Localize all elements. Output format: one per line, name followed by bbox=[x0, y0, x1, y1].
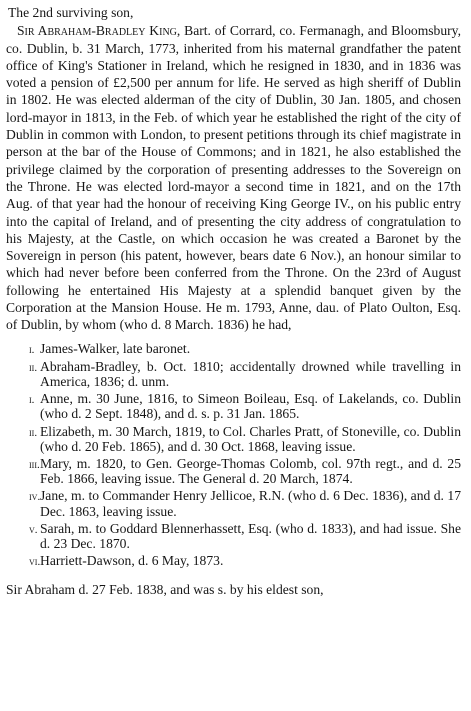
child-number: iv. bbox=[29, 491, 41, 504]
child-entry bbox=[6, 425, 461, 454]
child-entry bbox=[6, 522, 461, 551]
child-number: ii. bbox=[29, 361, 38, 374]
child-number: ii. bbox=[29, 426, 38, 439]
child-number: i. bbox=[29, 343, 35, 356]
child-text: Sarah, m. to Goddard Blennerhassett, Esq. (who d. 1833), and had issue. She d. 23 Dec. 1870. bbox=[40, 520, 461, 552]
child-entry bbox=[6, 489, 461, 518]
biography-paragraph bbox=[6, 22, 461, 333]
child-entry bbox=[6, 554, 461, 569]
child-text: Mary, m. 1820, to Gen. George-Thomas Colomb, col. 97th regt., and d. 25 Feb. 1866, leaving issue. The General d. 20 March, 1874. bbox=[40, 456, 461, 487]
child-text: Elizabeth, m. 30 March, 1819, to Col. Charles Pratt, of Stoneville, co. Dublin (who d. 20 Feb. 1865), and d. 30 Oct. 1868, leaving issue. bbox=[40, 423, 461, 454]
child-number: i. bbox=[29, 394, 35, 407]
child-number: vi. bbox=[29, 556, 41, 569]
closing-line: Sir Abraham d. 27 Feb. 1838, and was s. by his eldest son, bbox=[6, 582, 324, 598]
child-number: v. bbox=[29, 523, 38, 536]
child-text: Harriett-Dawson, d. 6 May, 1873. bbox=[40, 553, 224, 569]
subject-name: Sir Abraham-Bradley King bbox=[17, 23, 177, 39]
child-text: James-Walker, late baronet. bbox=[40, 340, 191, 356]
child-entry bbox=[6, 342, 461, 357]
child-text: Abraham-Bradley, b. Oct. 1810; accidentally drowned while travelling in America, 1836; d. unm. bbox=[40, 358, 461, 390]
child-number: iii. bbox=[29, 459, 40, 472]
section-heading: The 2nd surviving son, bbox=[8, 5, 134, 20]
children-list bbox=[6, 342, 461, 570]
child-entry bbox=[6, 457, 461, 486]
biography-text: , Bart. of Corrard, co. Fermanagh, and Bloomsbury, co. Dublin, b. 31 March, 1773, inherited from his maternal grandfather the patent office of King's Stationer in Ireland, which he resigned in 1830, and in 1836 was voted a pension of £2,500 per annum for life. He served as high sheriff of Dublin in 1802. He was elected alderman of the city of Dublin, 30 Jan. 1805, and chosen lord-mayor in 1813, in the Feb. of which year he established the right of the city of Dublin in common with London, to present petitions through its chief magistrate in person at the bar of the House of Commons; and in 1821, he also established the privilege claimed by the corporation of presenting addresses to the Sovereign on the Throne. He was elected lord-mayor a second time in 1821, and on the 17th Aug. of that year had the honour of receiving King George IV., on his public entry into the capital of Ireland, and of presenting the city address of congratulation to his Majesty, at the Castle, on which occasion he was created a Baronet by the Sovereign in person (his patent, however, bears date 6 Nov.), an honour similar to which had never before been conferred from the Throne. On the 23rd of August following he entertained His Majesty at a splendid banquet given by the Corporation at the Mansion House. He m. 1793, Anne, dau. of Plato Oulton, Esq. of Dublin, by whom (who d. 8 March. 1836) he had, bbox=[6, 23, 461, 333]
child-entry bbox=[6, 360, 461, 389]
child-text: Anne, m. 30 June, 1816, to Simeon Boileau, Esq. of Lakelands, co. Dublin (who d. 2 Sept. 1848), and d. s. p. 31 Jan. 1865. bbox=[40, 391, 461, 422]
child-text: Jane, m. to Commander Henry Jellicoe, R.N. (who d. 6 Dec. 1836), and d. 17 Dec. 1863, leaving issue. bbox=[40, 488, 461, 519]
child-entry bbox=[6, 392, 461, 421]
